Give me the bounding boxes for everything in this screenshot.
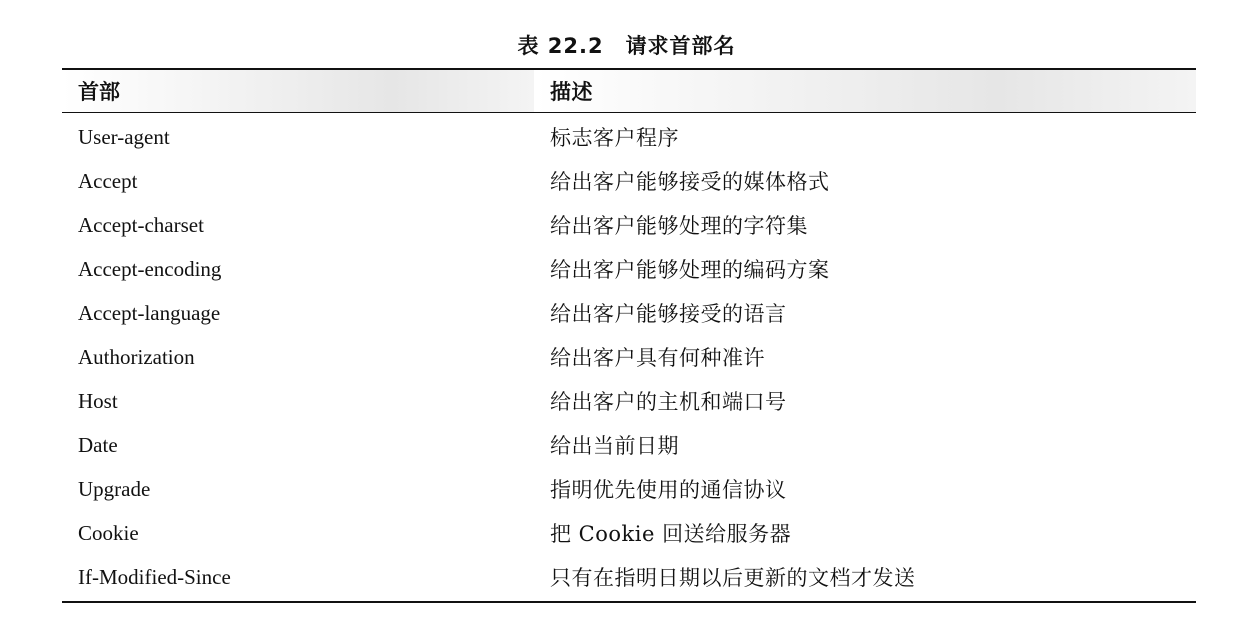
column-header-header: 首部 bbox=[62, 70, 534, 113]
request-headers-table bbox=[62, 68, 1196, 603]
table-row bbox=[62, 335, 1196, 379]
table-caption bbox=[0, 31, 1253, 61]
header-description-cell: 给出当前日期 bbox=[550, 434, 679, 458]
table-row bbox=[62, 159, 1196, 203]
header-description-cell: 只有在指明日期以后更新的文档才发送 bbox=[550, 566, 916, 590]
header-description-cell: 标志客户程序 bbox=[550, 126, 679, 150]
column-header-description: 描述 bbox=[534, 70, 1196, 113]
table-row bbox=[62, 467, 1196, 511]
table-row bbox=[62, 203, 1196, 247]
header-name-cell: Date bbox=[78, 432, 118, 457]
header-name-cell: Accept-charset bbox=[78, 212, 204, 237]
header-name-cell: Host bbox=[78, 388, 118, 413]
header-name-cell: Cookie bbox=[78, 520, 139, 545]
header-name-cell: Authorization bbox=[78, 344, 195, 369]
header-name-cell: Accept-language bbox=[78, 300, 221, 325]
table-row bbox=[62, 291, 1196, 335]
header-description-cell: 给出客户能够处理的字符集 bbox=[550, 214, 808, 238]
table-row bbox=[62, 555, 1196, 601]
header-name-cell: If-Modified-Since bbox=[78, 564, 231, 589]
header-description-cell: 给出客户能够处理的编码方案 bbox=[550, 258, 830, 282]
table-header-row bbox=[62, 70, 1196, 113]
table-caption-title: 请求首部名 bbox=[625, 34, 736, 58]
header-description-cell: 给出客户能够接受的媒体格式 bbox=[550, 170, 830, 194]
header-name-cell: Accept bbox=[78, 168, 138, 193]
header-name-cell: Upgrade bbox=[78, 476, 151, 501]
header-description-cell: 把 Cookie 回送给服务器 bbox=[550, 522, 792, 546]
header-name-cell: User-agent bbox=[78, 124, 170, 149]
table-row bbox=[62, 247, 1196, 291]
header-description-cell: 给出客户具有何种准许 bbox=[550, 346, 765, 370]
header-description-cell: 指明优先使用的通信协议 bbox=[550, 478, 787, 502]
table-row bbox=[62, 423, 1196, 467]
table-row bbox=[62, 511, 1196, 555]
header-name-cell: Accept-encoding bbox=[78, 256, 222, 281]
table-caption-number: 表 22.2 bbox=[517, 34, 604, 58]
table-row bbox=[62, 379, 1196, 423]
table-row bbox=[62, 113, 1196, 160]
header-description-cell: 给出客户的主机和端口号 bbox=[550, 390, 787, 414]
header-description-cell: 给出客户能够接受的语言 bbox=[550, 302, 787, 326]
